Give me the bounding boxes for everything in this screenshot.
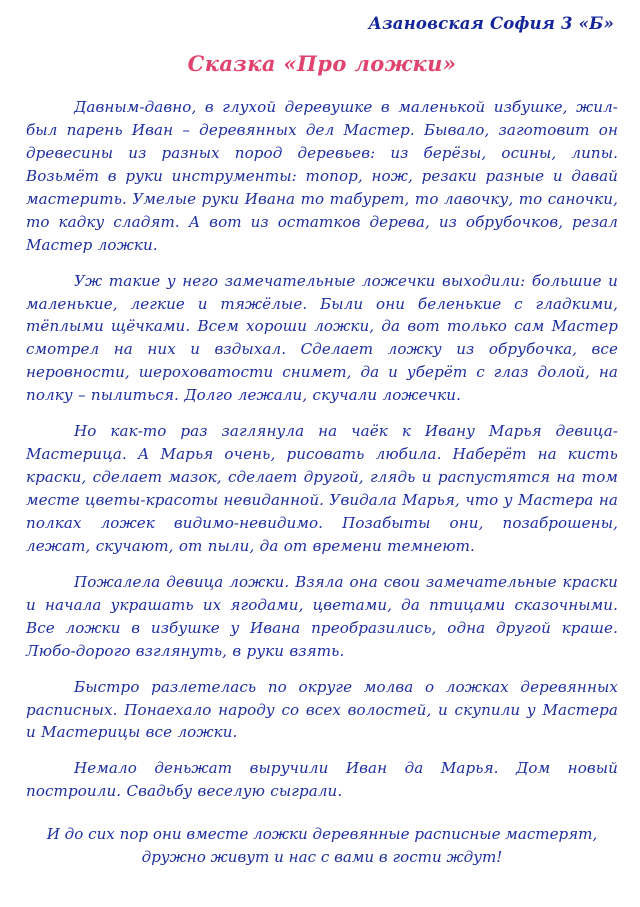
paragraph: Быстро разлетелась по округе молва о ложках деревянных расписных. Понаехало народу со всех волостей, и скупили у Мастера и Мастерицы все ложки. <box>26 677 618 742</box>
paragraph: Немало деньжат выручили Иван да Марья. Дом новый построили. Свадьбу веселую сыграли. <box>26 759 618 801</box>
paragraph: Давным-давно, в глухой деревушке в маленькой избушке, жил-был парень Иван – деревянных дел Мастер. Бывало, заготовит он древесины из разных пород деревьев: из берёзы, осины, липы. Возьмёт в руки инструменты: топор, нож, резаки разные и давай мастерить. Умелые руки Ивана то табурет, то лавочку, то саночки, то кадку сладят. А вот из остатков дерева, из обрубочков, резал Мастер ложки. <box>26 98 618 254</box>
page-title: Сказка «Про ложки» <box>187 51 457 76</box>
story-body <box>26 96 618 803</box>
closing-line: И до сих пор они вместе ложки деревянные расписные мастерят, <box>46 825 598 844</box>
closing-verse <box>26 823 618 869</box>
author-header: Азановская София 3 «Б» <box>368 14 614 33</box>
paragraph: Но как-то раз заглянула на чаёк к Ивану Марья девица-Мастерица. А Марья очень, рисовать любила. Наберёт на кисть краски, сделает мазок, сделает другой, глядь и распустятся на том месте цветы-красоты невиданной. Увидала Марья, что у Мастера на полках ложек видимо-невидимо. Позабыты они, позаброшены, лежат, скучают, от пыли, да от времени темнеют. <box>26 422 618 555</box>
paragraph: Пожалела девица ложки. Взяла она свои замечательные краски и начала украшать их ягодами, цветами, да птицами сказочными. Все ложки в избушке у Ивана преобразились, одна другой краше. Любо-дорого взглянуть, в руки взять. <box>26 572 618 660</box>
paragraph: Уж такие у него замечательные ложечки выходили: большие и маленькие, легкие и тяжёлые. Были они беленькие с гладкими, тёплыми щёчками. Всем хороши ложки, да вот только сам Мастер смотрел на них и вздыхал. Сделает ложку из обрубочка, все неровности, шероховатости снимет, да и уберёт с глаз долой, на полку – пылиться. Долго лежали, скучали ложечки. <box>26 271 618 405</box>
closing-line: дружно живут и нас с вами в гости ждут! <box>141 848 503 867</box>
